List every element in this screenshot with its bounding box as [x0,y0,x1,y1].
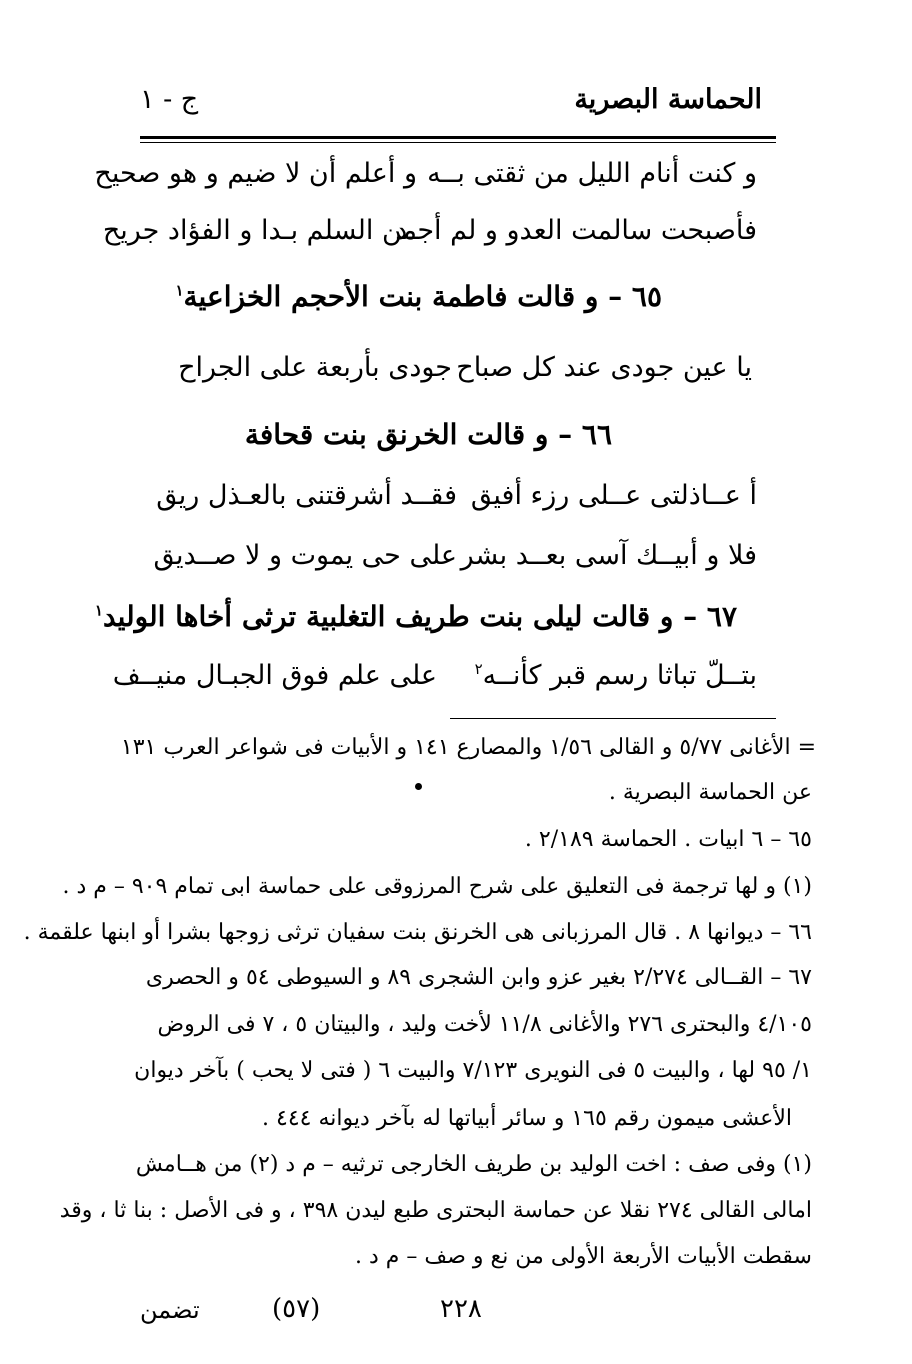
footnote-line: = الأغانى ٥/٧٧ و القالى ١/٥٦ والمصارع ١٤١ و الأبيات فى شواعر العرب ١٣١ [120,735,816,760]
footnote-line: (١) وفى صف : اخت الوليد بن طريف الخارجى ترثيه – م د (٢) من هــامش [135,1152,812,1177]
verse-second-hemistich: على حى يموت و لا صــديق [153,540,457,571]
footnote-marker: ١ [175,281,184,300]
poem-heading [175,280,662,313]
footnote-line: الأعشى ميمون رقم ١٦٥ و سائر أبياتها له بآخر ديوانه ٤٤٤ . [262,1106,792,1131]
volume-label: ج - ١ [140,84,199,115]
poem-heading-text: ٦٧ – و قالت ليلى بنت طريف التغلبية ترثى أخاها الوليد [102,600,737,633]
catchword: تضمن [140,1296,200,1324]
verse-first-hemistich: فأصبحت سالمت العدو و لم أجـد [395,215,757,246]
footnote-line: ٦٥ – ٦ ابيات . الحماسة ٢/١٨٩ . [524,827,812,852]
footnote-line: عن الحماسة البصرية . [608,780,812,805]
ink-speck [415,783,422,790]
poem-heading-text: ٦٦ – و قالت الخرنق بنت قحافة [244,418,612,451]
footnote-separator [450,718,776,719]
verse-second-hemistich: فقــد أشرقتنى بالعـذل ريق [156,480,457,511]
verse-first-hemistich [475,660,757,691]
footnote-marker: ١ [94,601,103,620]
running-title: الحماسة البصرية [574,84,762,115]
header-rule-bottom [140,142,776,143]
verse-second-hemistich: من السلم بـدا و الفؤاد جريح [102,215,417,246]
footnote-line: (١) و لها ترجمة فى التعليق على شرح المرزوقى على حماسة ابى تمام ٩٠٩ – م د . [62,874,812,899]
footnote-line: ٤/١٠٥ والبحترى ٢٧٦ والأغانى ١١/٨ لأخت وليد ، والبيتان ٥ ، ٧ فى الروض [157,1012,812,1037]
poem-heading-text: ٦٥ – و قالت فاطمة بنت الأحجم الخزاعية [183,280,662,313]
footnote-line: سقطت الأبيات الأربعة الأولى من نع و صف – م د . [355,1244,812,1269]
verse-first-text: بتــلّ تباثا رسم قبر كأنــه [482,660,757,691]
signature-mark: (٥٧) [272,1294,321,1324]
verse-second-hemistich: جودى بأربعة على الجراح [178,352,452,383]
footnote-line: ٦٦ – ديوانها ٨ . قال المرزبانى هى الخرنق بنت سفيان ترثى زوجها بشرا أو ابنها علقمة . [23,920,812,945]
page-number: ٢٢٨ [440,1294,482,1324]
footnote-line: امالى القالى ٢٧٤ نقلا عن حماسة البحترى طبع ليدن ٣٩٨ ، و فى الأصل : بنا ثا ، وقد [59,1198,812,1223]
footnote-line: ١/ ٩٥ لها ، والبيت ٥ فى النويرى ٧/١٢٣ والبيت ٦ ( فتى لا يحب ) بآخر ديوان [134,1058,812,1083]
verse-first-hemistich: و كنت أنام الليل من ثقتى بــه [427,158,757,189]
verse-first-hemistich: يا عين جودى عند كل صباح [456,352,752,383]
verse-first-hemistich: فلا و أبيــك آسى بعــد بشر [460,540,757,571]
footnote-marker: ٢ [474,660,483,678]
footnote-line: ٦٧ – القــالى ٢/٢٧٤ بغير عزو وابن الشجرى ٨٩ و السيوطى ٥٤ و الحصرى [145,965,812,990]
header-rule-top [140,136,776,139]
poem-heading [95,600,737,633]
verse-second-hemistich: على علم فوق الجبـال منيــف [112,660,437,691]
verse-second-hemistich: و أعلم أن لا ضيم و هو صحيح [94,158,417,189]
poem-heading [245,418,612,451]
verse-first-hemistich: أ عــاذلتى عــلى رزء أفيق [470,480,757,511]
